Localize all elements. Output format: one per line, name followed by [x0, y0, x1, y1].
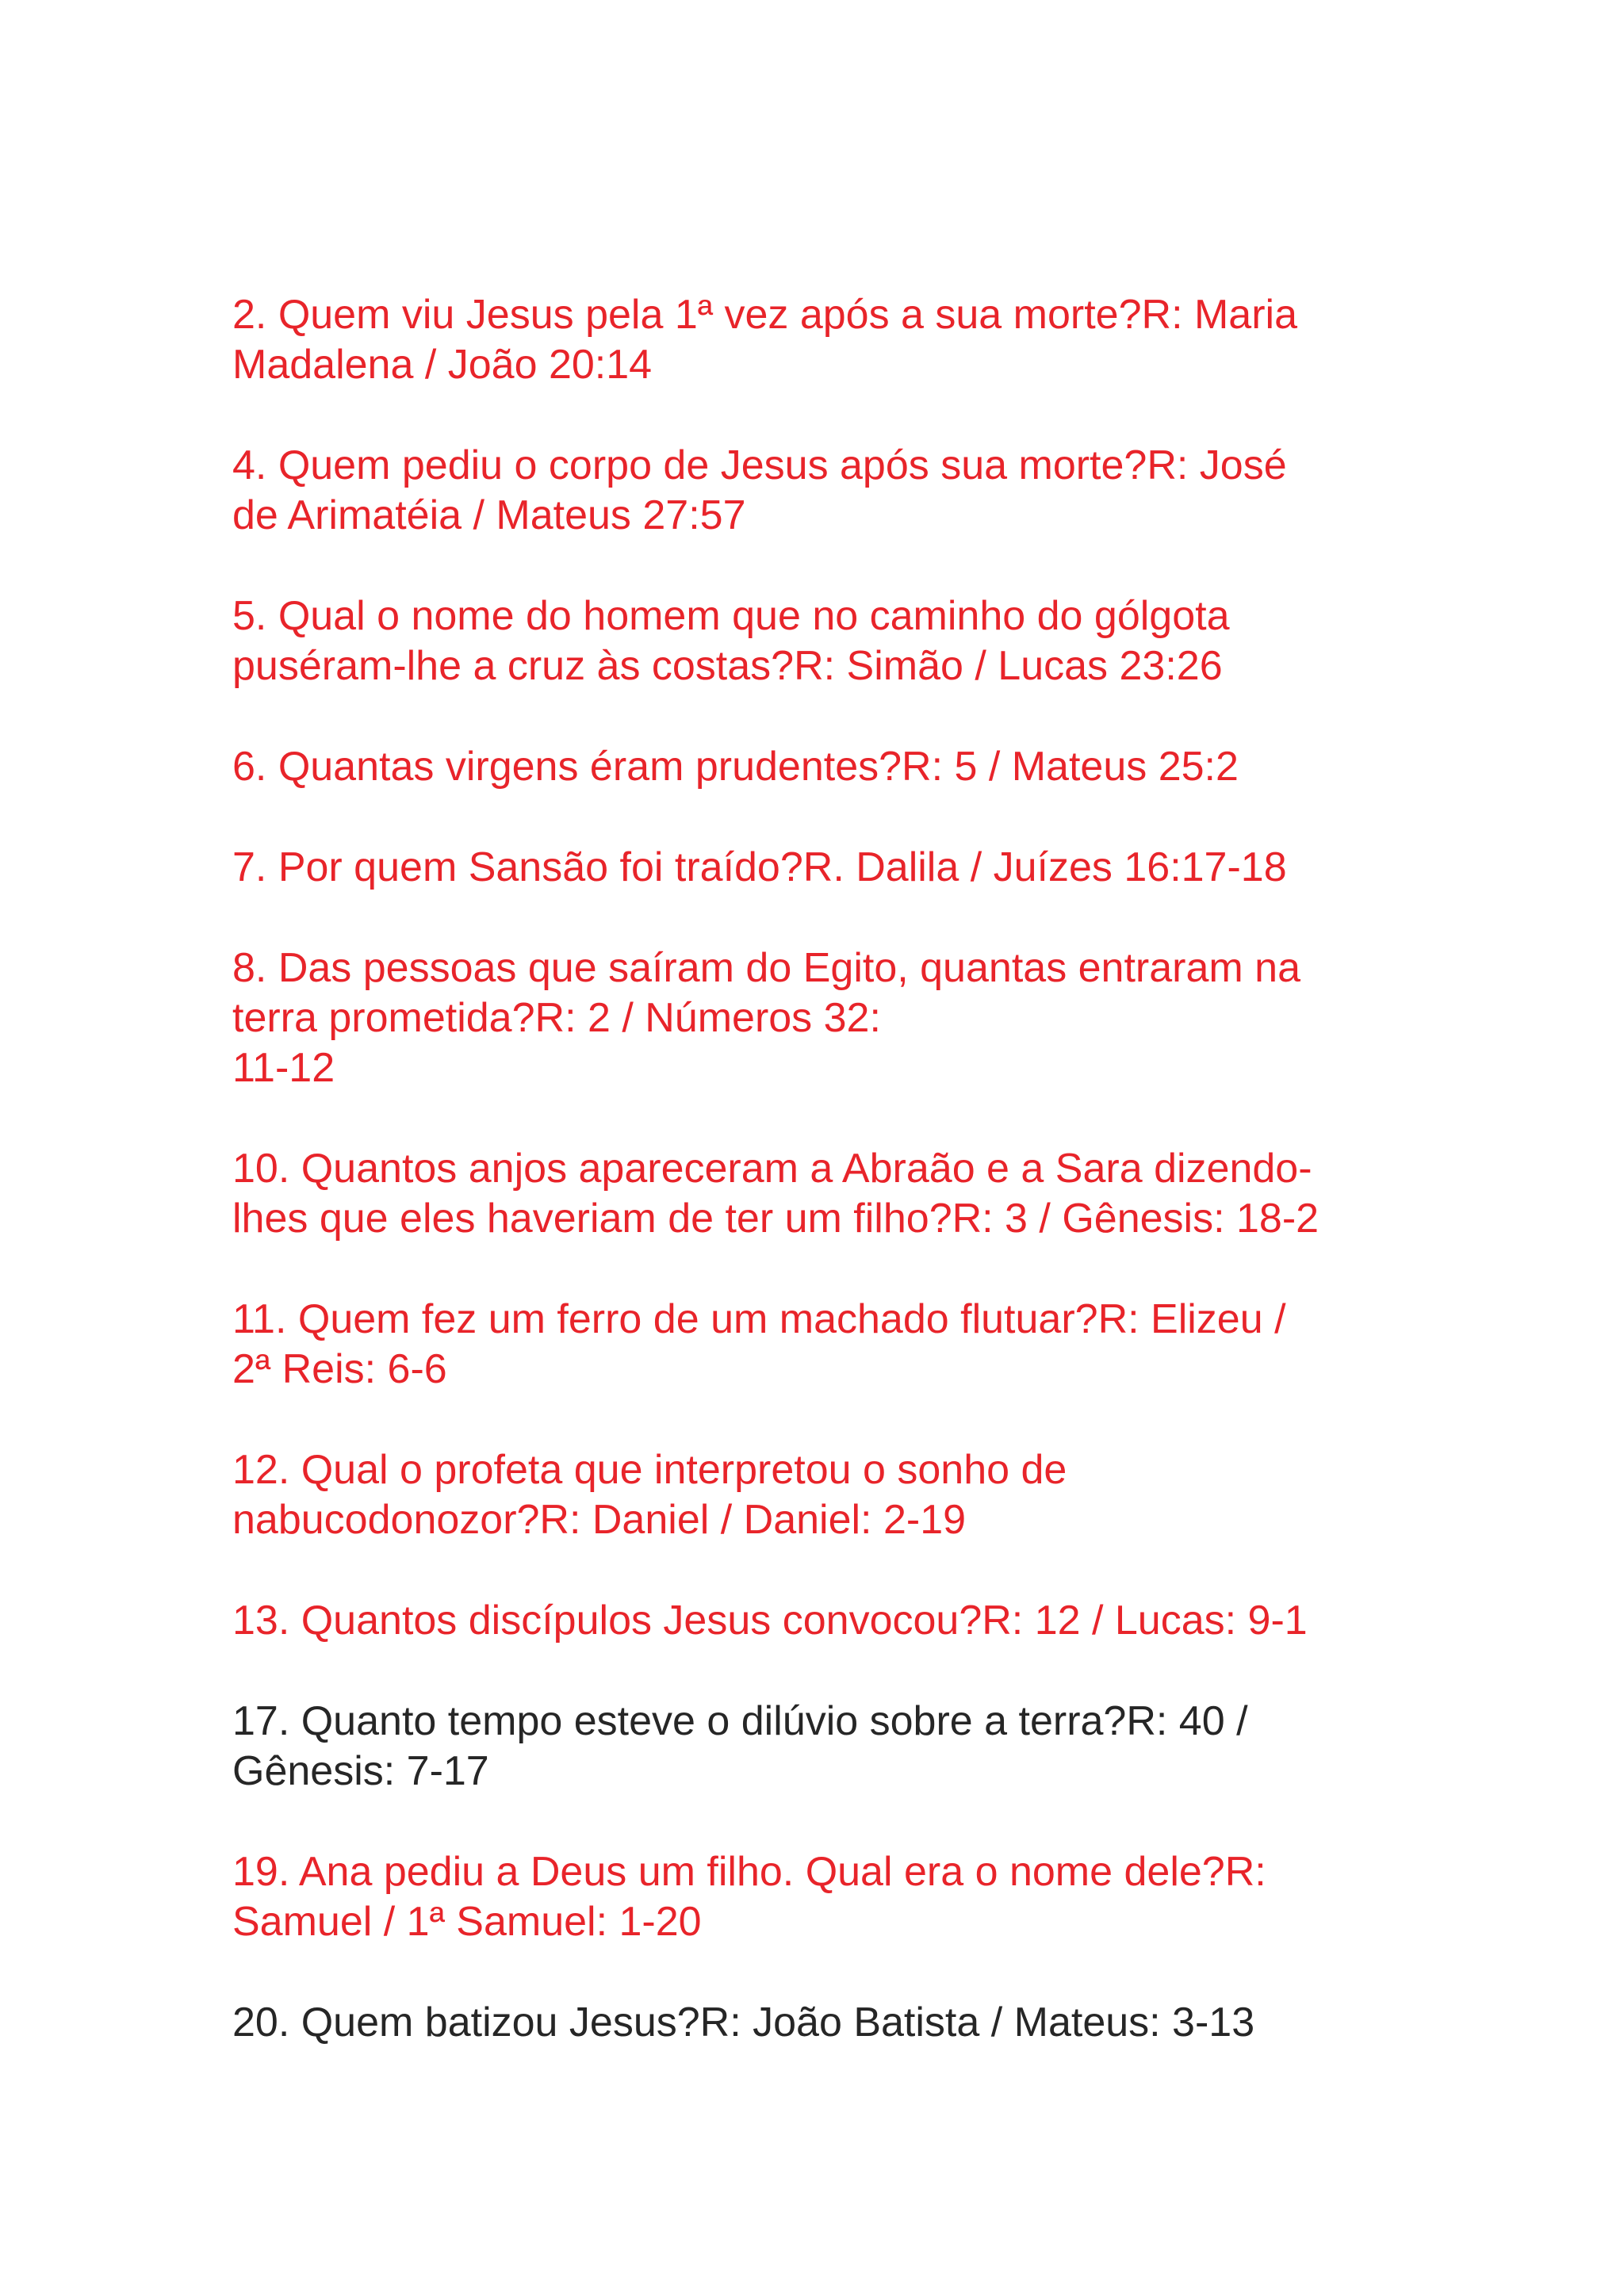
- question-line: 11-12: [232, 1045, 335, 1091]
- question-line: Samuel / 1ª Samuel: 1-20: [232, 1899, 702, 1945]
- question-line: 10. Quantos anjos apareceram a Abraão e a Sara dizendo-: [232, 1146, 1312, 1192]
- question-item: [232, 1144, 1406, 1244]
- question-line: de Arimatéia / Mateus 27:57: [232, 492, 746, 538]
- question-item: [232, 591, 1406, 691]
- question-line: puséram-lhe a cruz às costas?R: Simão / Lucas 23:26: [232, 643, 1223, 689]
- question-item: [232, 290, 1406, 390]
- question-line: 5. Qual o nome do homem que no caminho do gólgota: [232, 593, 1230, 639]
- question-list: [232, 290, 1406, 2099]
- question-line: terra prometida?R: 2 / Números 32:: [232, 995, 881, 1041]
- question-line: Madalena / João 20:14: [232, 342, 653, 388]
- question-item: [232, 742, 1406, 792]
- question-item: [232, 1596, 1406, 1646]
- question-line: lhes que eles haveriam de ter um filho?R: 3 / Gênesis: 18-2: [232, 1196, 1320, 1242]
- question-item: [232, 1295, 1406, 1395]
- question-line: 2ª Reis: 6-6: [232, 1346, 447, 1392]
- question-line: 8. Das pessoas que saíram do Egito, quantas entraram na: [232, 945, 1300, 991]
- question-line: 7. Por quem Sansão foi traído?R. Dalila / Juízes 16:17-18: [232, 844, 1287, 890]
- question-item: [232, 1998, 1406, 2048]
- question-line: 20. Quem batizou Jesus?R: João Batista / Mateus: 3-13: [232, 1999, 1255, 2045]
- question-item: [232, 843, 1406, 893]
- question-item: [232, 1697, 1406, 1797]
- question-line: 19. Ana pediu a Deus um filho. Qual era o nome dele?R:: [232, 1849, 1266, 1895]
- question-line: 2. Quem viu Jesus pela 1ª vez após a sua morte?R: Maria: [232, 292, 1297, 338]
- question-item: [232, 441, 1406, 541]
- question-line: 4. Quem pediu o corpo de Jesus após sua morte?R: José: [232, 442, 1287, 488]
- question-line: 13. Quantos discípulos Jesus convocou?R: 12 / Lucas: 9-1: [232, 1598, 1308, 1644]
- question-line: 11. Quem fez um ferro de um machado flutuar?R: Elizeu /: [232, 1296, 1286, 1342]
- question-line: nabucodonozor?R: Daniel / Daniel: 2-19: [232, 1497, 967, 1543]
- question-line: 17. Quanto tempo esteve o dilúvio sobre a terra?R: 40 /: [232, 1698, 1248, 1744]
- question-item: [232, 1847, 1406, 1947]
- question-line: 12. Qual o profeta que interpretou o sonho de: [232, 1447, 1067, 1493]
- question-line: 6. Quantas virgens éram prudentes?R: 5 / Mateus 25:2: [232, 744, 1239, 790]
- question-line: Gênesis: 7-17: [232, 1748, 489, 1794]
- question-item: [232, 943, 1406, 1093]
- question-item: [232, 1445, 1406, 1545]
